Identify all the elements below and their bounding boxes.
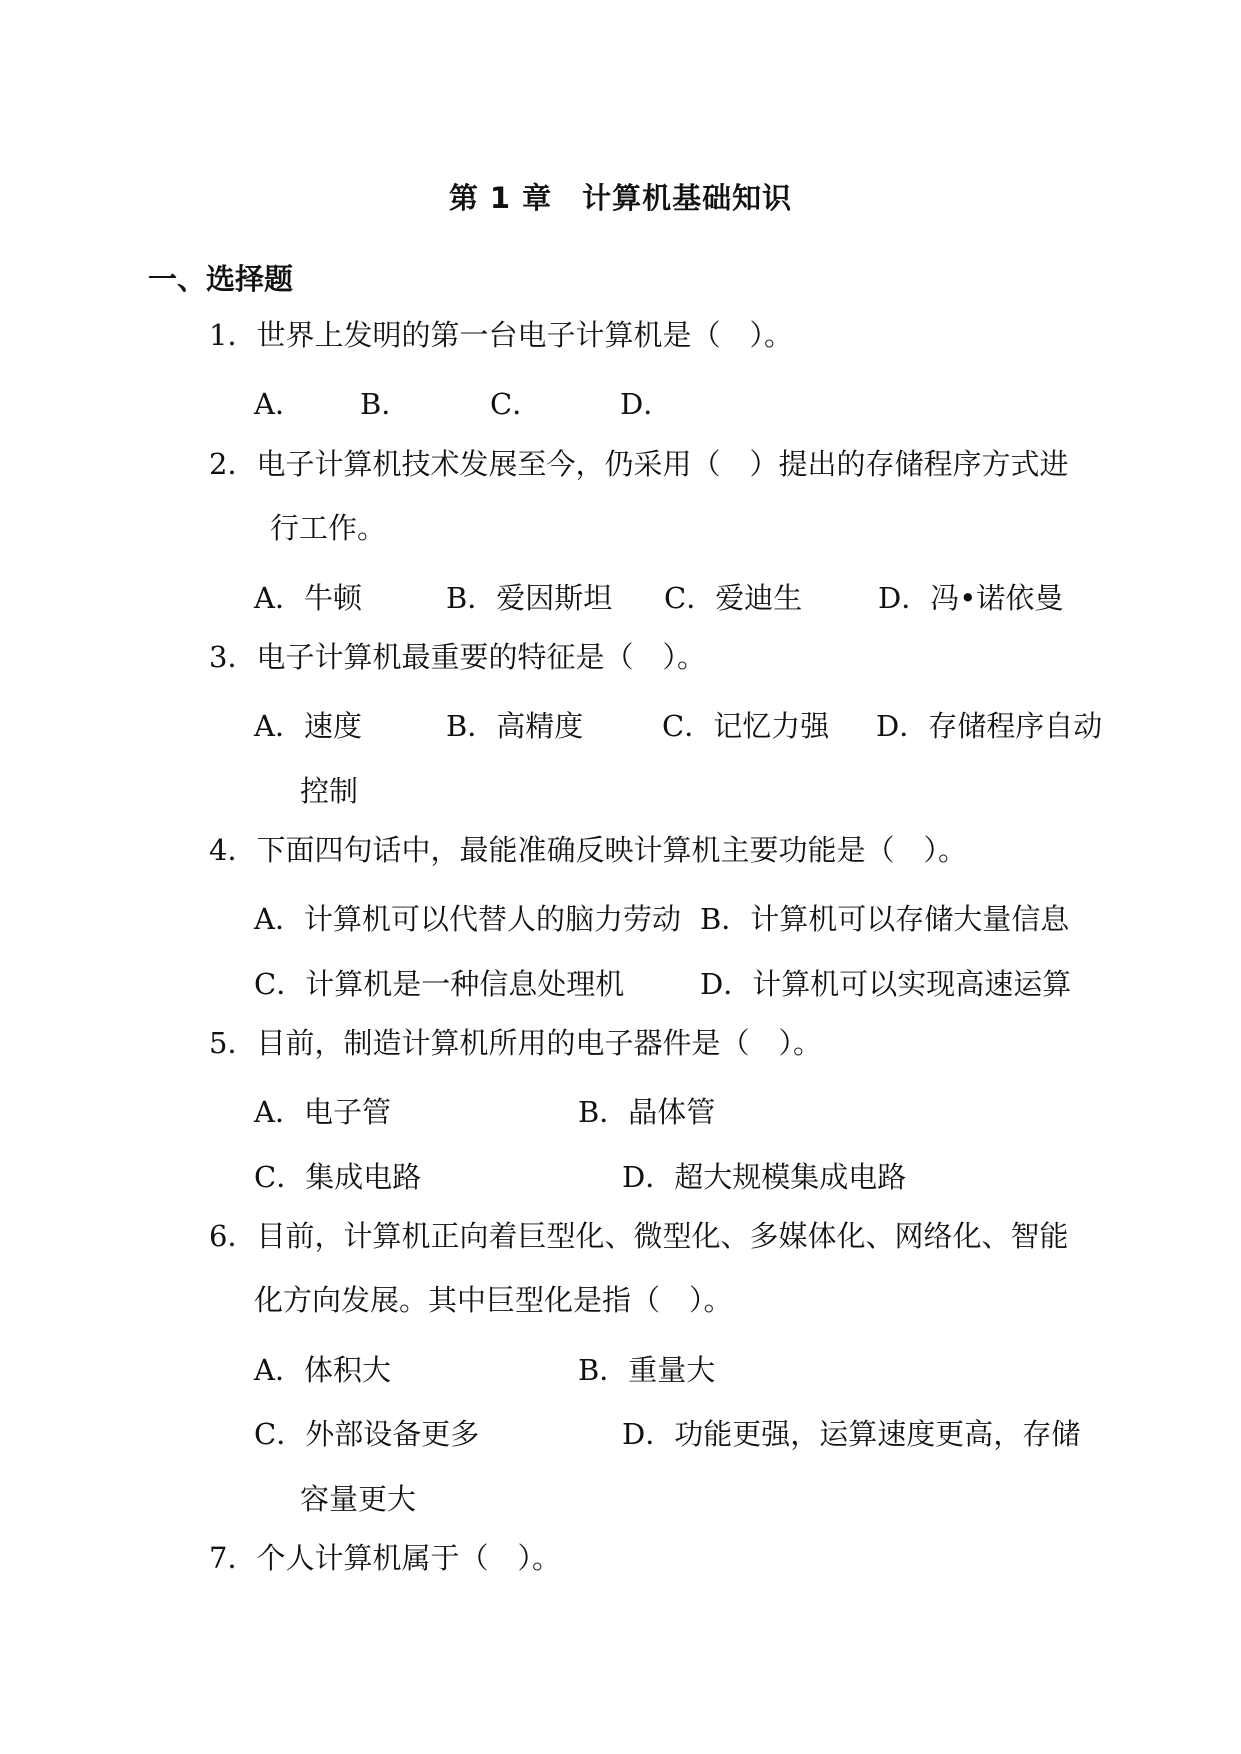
question-4-stem: 4．下面四句话中，最能准确反映计算机主要功能是（ ）。 — [209, 833, 967, 867]
q2-option-c: C．爱迪生 — [664, 581, 803, 615]
q4-option-a: A．计算机可以代替人的脑力劳动 — [254, 902, 681, 936]
question-2-stem: 2．电子计算机技术发展至今，仍采用（ ）提出的存储程序方式进 — [209, 447, 1069, 481]
q2-option-a: A．牛顿 — [254, 581, 362, 615]
q1-option-a: A． — [254, 387, 304, 421]
q3-option-d-cont: 控制 — [300, 774, 359, 808]
q3-option-d: D．存储程序自动 — [876, 709, 1103, 743]
q6-option-a: A．体积大 — [254, 1353, 391, 1387]
q4-option-d: D．计算机可以实现高速运算 — [700, 967, 1072, 1001]
question-2-stem-cont: 行工作。 — [270, 511, 387, 545]
q6-option-d-cont: 容量更大 — [300, 1482, 417, 1516]
q1-option-d: D． — [620, 387, 673, 421]
q2-option-d: D．冯•诺依曼 — [878, 581, 1064, 615]
q5-option-c: C．集成电路 — [254, 1160, 422, 1194]
q4-option-c: C．计算机是一种信息处理机 — [254, 967, 625, 1001]
q3-option-a: A．速度 — [254, 709, 362, 743]
question-3-stem: 3．电子计算机最重要的特征是（ ）。 — [209, 640, 706, 674]
q1-option-b: B． — [360, 387, 411, 421]
q3-option-c: C．记忆力强 — [662, 709, 830, 743]
q5-option-d: D．超大规模集成电路 — [622, 1160, 907, 1194]
chapter-title: 第 1 章 计算机基础知识 — [448, 181, 793, 215]
q6-option-c: C．外部设备更多 — [254, 1417, 480, 1451]
q4-option-b: B．计算机可以存储大量信息 — [700, 902, 1070, 936]
question-1-stem: 1．世界上发明的第一台电子计算机是（ ）。 — [209, 318, 793, 352]
q3-option-b: B．高精度 — [446, 709, 584, 743]
q6-option-b: B．重量大 — [578, 1353, 716, 1387]
question-6-stem-cont: 化方向发展。其中巨型化是指（ ）。 — [254, 1283, 733, 1317]
question-6-stem: 6．目前，计算机正向着巨型化、微型化、多媒体化、网络化、智能 — [209, 1219, 1069, 1253]
q6-option-d: D．功能更强，运算速度更高，存储 — [622, 1417, 1081, 1451]
question-5-stem: 5．目前，制造计算机所用的电子器件是（ ）。 — [209, 1026, 822, 1060]
q1-option-c: C． — [490, 387, 542, 421]
q5-option-a: A．电子管 — [254, 1095, 391, 1129]
question-7-stem: 7．个人计算机属于（ ）。 — [209, 1541, 561, 1575]
q5-option-b: B．晶体管 — [578, 1095, 716, 1129]
q2-option-b: B．爱因斯坦 — [446, 581, 613, 615]
section-heading: 一、选择题 — [148, 262, 294, 296]
